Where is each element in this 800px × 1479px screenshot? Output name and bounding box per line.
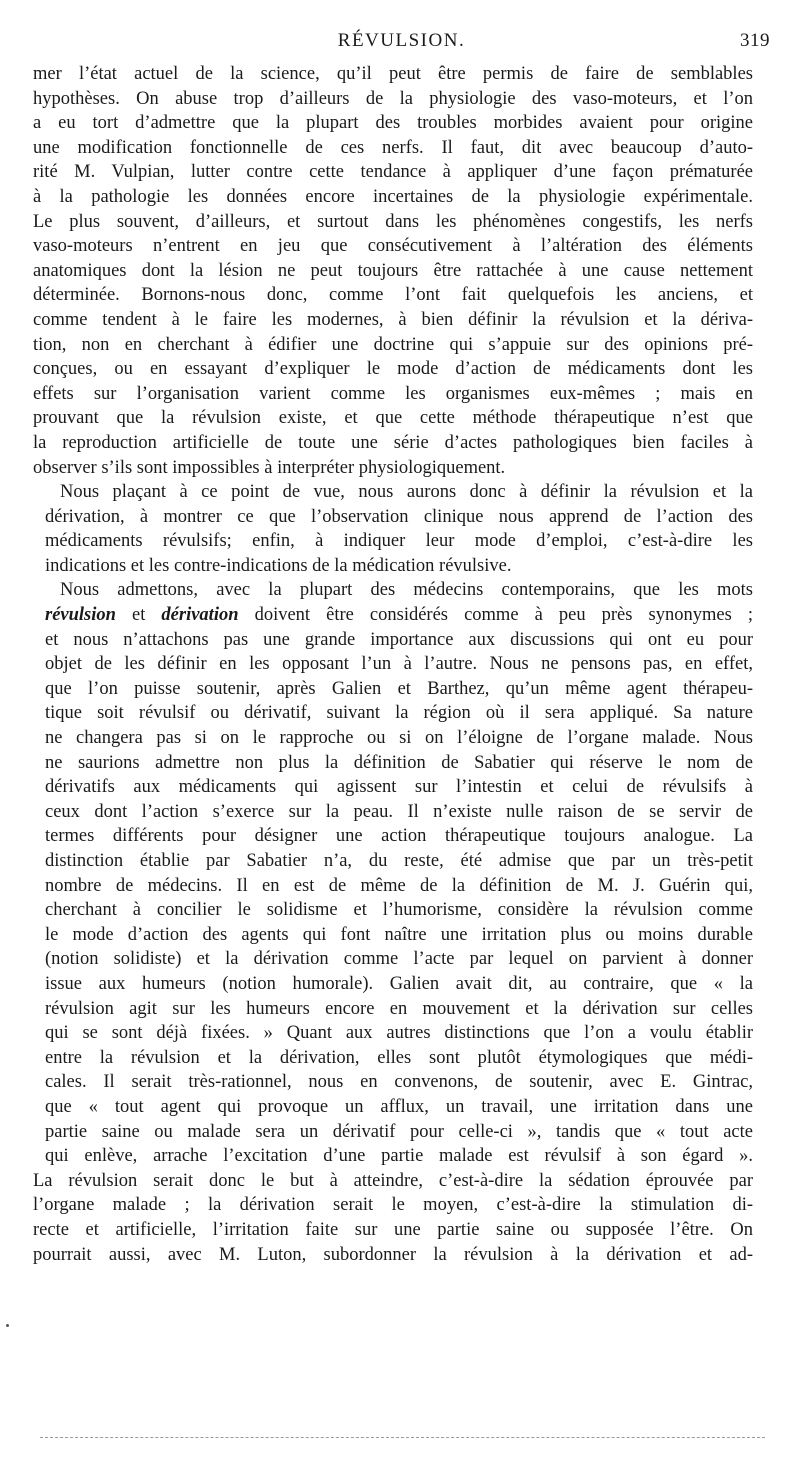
text-line: objet de les définir en les opposant l’un à l’autre. Nous ne pensons pas, en effet, bbox=[45, 654, 753, 675]
text-line: nombre de médecins. Il en est de même de la définition de M. J. Guérin qui, bbox=[45, 875, 753, 896]
text-line: médicaments révulsifs; enfin, à indiquer leur mode d’emploi, c’est-à-dire les bbox=[45, 531, 753, 552]
text-line: cherchant à concilier le solidisme et l’humorisme, considère la révulsion comme bbox=[45, 900, 753, 921]
text-line: l’organe malade ; la dérivation serait le moyen, c’est-à-dire la stimulation di- bbox=[33, 1195, 753, 1216]
margin-dot bbox=[6, 1324, 9, 1327]
text-line: hypothèses. On abuse trop d’ailleurs de la physiologie des vaso-moteurs, et l’on bbox=[33, 88, 753, 109]
paragraph-2 bbox=[33, 480, 753, 578]
text-line: Nous plaçant à ce point de vue, nous aurons donc à définir la révulsion et la bbox=[60, 482, 753, 503]
text-line: observer s’ils sont impossibles à interpréter physiologiquement. bbox=[33, 457, 506, 478]
running-head bbox=[33, 30, 770, 58]
text-line: cales. Il serait très-rationnel, nous en convenons, de soutenir, avec E. Gintrac, bbox=[45, 1072, 753, 1093]
text-line: vaso-moteurs n’entrent en jeu que consécutivement à l’altération des éléments bbox=[33, 236, 753, 257]
text-line: ceux dont l’action s’exerce sur la peau. Il n’existe nulle raison de se servir de bbox=[45, 801, 753, 822]
text-line: tion, non en cherchant à édifier une doctrine qui s’appuie sur des opinions pré- bbox=[33, 334, 753, 355]
text-line: mer l’état actuel de la science, qu’il peut être permis de faire de semblables bbox=[33, 64, 753, 84]
text-line: dérivatifs aux médicaments qui agissent sur l’intestin et celui de révulsifs à bbox=[45, 777, 753, 798]
text-line: comme tendent à le faire les modernes, à bien définir la révulsion et la dériva- bbox=[33, 309, 753, 330]
paragraph-1 bbox=[33, 62, 753, 480]
text-line: dérivation, à montrer ce que l’observation clinique nous apprend de l’action des bbox=[45, 506, 753, 527]
text-line: La révulsion serait donc le but à atteindre, c’est-à-dire la sédation éprouvée par bbox=[33, 1170, 753, 1191]
text-line: conçues, ou en essayant d’expliquer le mode d’action de médicaments dont les bbox=[33, 359, 753, 380]
text-line: pourrait aussi, avec M. Luton, subordonner la révulsion à la dérivation et ad- bbox=[33, 1244, 753, 1265]
text-line: tique soit révulsif ou dérivatif, suivant la région où il sera appliqué. Sa nature bbox=[45, 703, 753, 724]
text-line: la reproduction artificielle de toute une série d’actes pathologiques bien faciles à bbox=[33, 432, 753, 453]
text-line: effets sur l’organisation varient comme les organismes eux-mêmes ; mais en bbox=[33, 383, 753, 404]
text-line: termes différents pour désigner une action thérapeutique toujours analogue. La bbox=[45, 826, 753, 847]
text-fragment: doivent être considérés comme à peu près synonymes ; bbox=[238, 605, 753, 626]
running-title: RÉVULSION. bbox=[337, 30, 466, 51]
text-line: a eu tort d’admettre que la plupart des troubles morbides avaient pour origine bbox=[33, 113, 753, 134]
text-line: Nous admettons, avec la plupart des médecins contemporains, que les mots bbox=[60, 580, 753, 601]
text-line: ne saurions admettre non plus la définition de Sabatier qui réserve le nom de bbox=[45, 752, 753, 773]
text-line: le mode d’action des agents qui font naître une irritation plus ou moins durable bbox=[45, 924, 753, 945]
paragraph-3 bbox=[33, 578, 753, 1267]
page-number: 319 bbox=[740, 30, 770, 51]
text-line: recte et artificielle, l’irritation faite sur une partie saine ou supposée l’être. On bbox=[33, 1219, 753, 1240]
text-line: que l’on puisse soutenir, après Galien et Barthez, qu’un même agent thérapeu- bbox=[45, 678, 753, 699]
text-line: déterminée. Bornons-nous donc, comme l’ont fait quelquefois les anciens, et bbox=[33, 285, 753, 306]
text-line: révulsion agit sur les humeurs encore en mouvement et la dérivation sur celles bbox=[45, 998, 753, 1019]
text-line: à la pathologie les données encore incertaines de la physiologie expérimentale. bbox=[33, 186, 753, 207]
text-line: prouvant que la révulsion existe, et que cette méthode thérapeutique n’est que bbox=[33, 408, 753, 429]
text-line: entre la révulsion et la dérivation, elles sont plutôt étymologiques que médi- bbox=[45, 1047, 753, 1068]
text-fragment: et bbox=[115, 605, 162, 626]
footer-rule bbox=[40, 1437, 765, 1438]
text-line: et nous n’attachons pas une grande importance aux discussions qui ont eu pour bbox=[45, 629, 753, 650]
text-line: distinction établie par Sabatier n’a, du reste, été admise que par un très-petit bbox=[45, 851, 753, 871]
text-line: Le plus souvent, d’ailleurs, et surtout dans les phénomènes congestifs, les nerfs bbox=[33, 211, 753, 232]
text-line: issue aux humeurs (notion humorale). Galien avait dit, au contraire, que « la bbox=[45, 973, 753, 994]
text-line-with-terms bbox=[33, 603, 753, 628]
text-line: qui se sont déjà fixées. » Quant aux autres distinctions que l’on a voulu établir bbox=[45, 1023, 753, 1044]
text-line: anatomiques dont la lésion ne peut toujours être rattachée à une cause nettement bbox=[33, 260, 753, 281]
text-line: qui enlève, arrache l’excitation d’une partie malade est révulsif à son égard ». bbox=[45, 1146, 753, 1167]
text-line: indications et les contre-indications de la médication révulsive. bbox=[45, 555, 512, 576]
text-line: rité M. Vulpian, lutter contre cette tendance à appliquer d’une façon prématurée bbox=[33, 162, 753, 183]
text-line: (notion solidiste) et la dérivation comme l’acte par lequel on parvient à donner bbox=[45, 949, 753, 970]
term-revulsion: révulsion bbox=[45, 605, 116, 626]
text-line: que « tout agent qui provoque un afflux, un travail, une irritation dans une bbox=[45, 1096, 753, 1117]
text-line: ne changera pas si on le rapproche ou si on l’éloigne de l’organe malade. Nous bbox=[45, 728, 753, 749]
body-text bbox=[33, 62, 753, 1267]
text-line: une modification fonctionnelle de ces nerfs. Il faut, dit avec beaucoup d’auto- bbox=[33, 137, 753, 158]
term-derivation: dérivation bbox=[161, 605, 239, 626]
text-line: partie saine ou malade sera un dérivatif pour celle-ci », tandis que « tout acte bbox=[45, 1121, 753, 1142]
